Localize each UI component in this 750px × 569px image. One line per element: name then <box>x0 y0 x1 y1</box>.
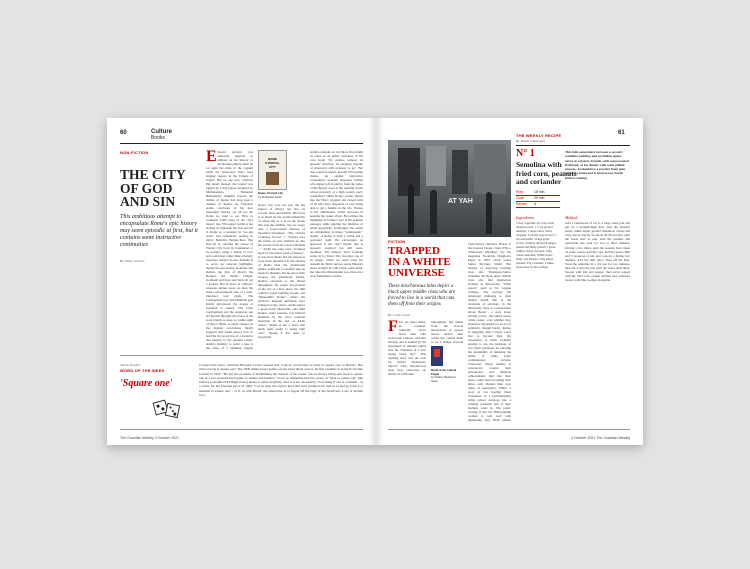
shop-sign: AT YAH <box>448 198 473 205</box>
section-divider <box>120 355 363 356</box>
right-page <box>375 118 643 445</box>
book-cover <box>258 150 287 190</box>
dice-illustration <box>154 398 180 418</box>
cover-text: ROME <box>268 157 277 161</box>
body-column-2 <box>258 203 305 350</box>
body-text: dward Gibbon was famously inspired to embark on his history of the Roman empire when he sat amid the ruins of the Capitol while the barefooted friars were singing vespers in the Temple of Jupiter. But no one now confirms this detail. Instead, the Capitol was topped by a tidy piazza designed by Michelangelo, Nathaniel Bethlehem's daughter reports, the temple of Jupiter had long been a Temple of Jupiter. As Professor Addis concludes in his new panoramic history, we all see the Rome we want to see. How to condense 3,000 years of the city's history into 700 pages? Addis is not lacking in chutzpah. He first arrived in Rome as a teenager in "too-big jeans" and remembers quoting in italics Bernini's Baldacchino. But here he is, charting the course of Eternal City from its foundation to its present, using a labour of love and conviction rather than scholarly expertise. <box>206 150 253 262</box>
shop-front <box>474 144 506 194</box>
title-line: fried corn, peanuts <box>516 168 577 178</box>
section-subtitle: Books <box>151 135 165 141</box>
fiction-column-1 <box>388 320 426 423</box>
recipe-section-label: THE WEEKLY RECIPE <box>516 133 562 138</box>
article-kicker: NON-FICTION <box>120 150 149 155</box>
magazine-spread <box>107 118 643 445</box>
recipe-timings <box>516 190 560 208</box>
left-page <box>107 118 375 445</box>
cover-text: CITY <box>269 165 276 169</box>
fiction-book-caption <box>431 369 463 383</box>
book-author: by Ferdinand Addis <box>258 195 282 199</box>
method-label: Method <box>565 215 578 220</box>
article-standfirst: This ambitious attempt to encapsulate Rome's epic history may seem episodic at first, but it contains some instructive continuities <box>120 214 198 248</box>
wotw-body: Conservative party chairman Brandon Lewis tweeted that "Labour would take us back to square one on Brexit". But what exactly is square one? The OED thinks board games are the most likely source. Its first example is in the Economic Journal in 1952: "He has the problem of maintaining the interest of the reader who is always being sent back to square one in a sort of intellectual game of snakes and ladders." So let us remember that the owner of "back to square one" (the Oxford economist EM Hugh-Jones) meant it rather playfully. And it is not necessarily a bad thing if one is confused - as a writer for the Listener put it in 1965: "Let us drop the logical knot that twin studies have tied us in and go back to a moment to square one" - or if, as with Brexit, the alternative is to topple off the edge of the board into a sea of molten lava. <box>199 363 363 398</box>
ingredients-label: Ingredients <box>516 215 535 220</box>
street-photo <box>388 140 511 237</box>
headline-line: IN A WHITE <box>388 256 451 268</box>
title-line: and coriander <box>516 177 562 186</box>
prep-value: 15 min <box>534 190 545 194</box>
header-rule <box>120 143 363 144</box>
serves-label: Serves <box>516 202 527 206</box>
cover-text: ETERNAL <box>265 161 280 165</box>
fiction-headline <box>388 246 451 279</box>
wotw-caption: Steven Poole's <box>120 363 141 367</box>
drop-cap: F <box>388 320 398 335</box>
fiction-standfirst: These mischievous tales depict a black upper middle class who are forced to live in a world that cuts them off from their origins <box>388 284 456 307</box>
recipe-rule <box>516 145 630 146</box>
body-text: aleave rise over not just the big figures of history but also its crowds, mass and detritus. His focus is as much on the sordid underbelly of urban life as it is on the Rome that cuts the sublime. We are swept onto a food-scented delivery of intestinal metaphors. "The cisterns of history flowed ...", "history bore the fumes of tales bubbled up like the sewers from the Cloaca Maxima ..." Addis has long been "tromped upon by the moral scrub of history". It was never likely that the emperors were more interested in the citizens of Rome than the gladiatorial games. Addis has a colourful take on Seneca's musings, but he never fully escapes the guidebook format. <box>258 203 305 279</box>
wotw-title: 'Square one' <box>120 378 173 389</box>
shop-window <box>426 146 446 186</box>
book-title: Rome: Eternal City <box>258 191 284 195</box>
figure-silhouette <box>408 184 414 234</box>
body-column-3 <box>310 150 363 350</box>
section-title: Culture <box>151 129 172 135</box>
body-text: irst we meet Riley, an eventual, culturally savvy black man who wears blue contacts, bleaches his hair, and is studied by the enjoyment of summer nights near the "mistakes of a self-hating black boy". This opening story sets the tone for Rafael Thompson-Spires's witty, mischievous short story collection, set mostly in California. <box>388 320 426 376</box>
body-text: Addis's remarks on Liz Inlaw Wex might be taken as an unfair caricature of his own book: "It's endless cameos, its episodic structure, its sparking pageant of characters with nowhere to go". But that would be unfair. Around 700 reading frames up against instructive continuities: sexually rapacious women who slipped off in public, from the ladies of the Borgia court to the aspiring starlet whose notoriety at a high society party scandalised 1960s Rome; bodies hurled into the Tiber; crippled and violent cults of all who have despaired of ever being able to get a handle on the city. <box>310 150 363 210</box>
headline-line: OF GOD <box>120 180 173 196</box>
fiction-byline: By Colin Grant <box>388 313 410 317</box>
page-footer: The Guardian Weekly 3 October 2021 <box>120 436 179 440</box>
cook-label: Cook <box>516 196 525 200</box>
page-number: 60 <box>120 130 127 136</box>
figure-silhouette <box>486 192 492 234</box>
cover-illustration <box>266 172 279 185</box>
fiction-kicker: FICTION <box>388 239 406 244</box>
figure-silhouette <box>430 190 437 234</box>
dice-icon <box>165 403 180 418</box>
prep-label: Prep <box>516 190 524 194</box>
book-caption <box>258 191 288 199</box>
drop-cap: E <box>206 150 217 165</box>
body-text: 19th-century churches: Heads of the Colored People, from Wills a Whitewash (Bradley) for the magazine Frederick Douglass's Paper in 1853, black writer James McCune Smith. <box>468 242 511 266</box>
body-text: Addis's loosest formula is to serve up selected highlights, mostly the spectacular. Romulus and Remus, the Ides of March, the Borgias, the Sistine Chapel, Garibaldi and Liszt and Verdi all get a look-in. But in place of Gibbon's sonorous urbane prose we have the brisk conversational tone of a well-informed tour guide. The Carthaginian war with Hannibal gets briefly introduced; the plague of Justinian is rushed. The Little Carthaginian and the Augustan age are hurried through, the moral of his story plainly to keep us within sight of Nero's fiddle. A sturdy chapter on the Roman revolutions finally suggests that Addis knows how to hold his fire in service of a narrative that matters to the modern reader. <box>206 258 253 342</box>
recipe-byline: By Yotam Ottolenghi <box>516 139 546 143</box>
headline-line: AND SIN <box>120 194 176 209</box>
cover-illustration <box>434 349 440 357</box>
wotw-label: WORD OF THE WEEK <box>120 368 165 373</box>
article-headline <box>120 168 186 209</box>
article-byline: By Emily Gowers <box>120 259 145 263</box>
method-text: Add a tablespoon of oil to a large sauté pan and put on a medium-high heat. Add the mustard seeds, cumin seeds, ground cinnamon, cloves and curry leaves and fry for about 30-60 seconds, until the seeds start to pop. Add the peanuts and asafoetida and cook for two to three minutes, stirring a few times, until the peanuts have taken on some colour. Add the corn, half the green chilli and ½ teaspoon of salt, and cook for a further two minutes. Add the lime juice. Turn off the heat. Toast the semolina in a dry pan for two minutes, then stir it into the pan with the water until thick. Season with salt and pepper, then serve topped with the fried corn, peanut mixture and coriander leaves, with lime wedges alongside. <box>565 221 630 283</box>
body-text: Addis's inability to resist a joke is the cause of a rambling tangent <box>206 342 253 350</box>
footer-rule <box>120 429 363 430</box>
page-footer: 3 October 2021 The Guardian Weekly <box>571 436 630 440</box>
body-text: Characters whose identity is constructed around their educational and financial achievements find that their peers, rather than becoming their allies, only sharpen their own sense of superiority. While, a story of two feuding black classmates in a predominantly white school develops into a cunning academic spat as their mothers wade in. The point-scoring of the two PhD-foaming women is told well with thundering fury. Both remain <box>468 362 511 422</box>
headline-line: THE CITY <box>120 167 186 182</box>
recipe-number: N° 1 <box>516 148 535 159</box>
body-text: Throughout, she drains from the flawed interactions of people whose shared skin colour has caused them to be a bridge towards <box>431 320 463 344</box>
footer-rule <box>388 429 630 430</box>
shop-window <box>452 150 468 194</box>
headline-line: UNIVERSE <box>388 267 445 279</box>
body-text: Rome's elevation is the thread throughout: the pagan descriptions of the city as a holy place, the 16th century's papal building booms, and "Mussolini's Rome", where the dictator's imperial ambitions were stamped on the streets. Addis enjoys a good irony: Mussolini, who built Rome's wider avenues, was himself humbled by the city's resistant labyrinth. In the end, as Addis writes, "Rome is not a place that lends itself easily to being built over", though it has done so repeatedly. <box>258 279 305 339</box>
serves-value: 4 <box>534 202 536 206</box>
fiction-column-2 <box>431 320 463 344</box>
spine-shadow <box>369 118 383 445</box>
page-number: 61 <box>618 130 625 136</box>
ingredients-list: 5 tbsp vegetable oil; 2 tsp black mustard seeds; 1 ½ tsp ground turmeric; 1 large onion, finely chopped; 12 fresh curry leaves; ½ tsp asafoetida; 3 large garlic cloves, crushed; 40g fresh ginger, peeled and finely grated; 2 green chillies, finely chopped; 120g coarse semolina; 700ml water; 500g corn kernels; 150g salted peanuts; 25g coriander; 2 limes, zested and cut into wedges <box>516 221 557 269</box>
headline-line: TRAPPED <box>388 245 440 257</box>
cook-value: 20 min <box>534 196 545 200</box>
body-column-1 <box>206 150 253 350</box>
book-title: Heads of the Colored People <box>431 369 457 376</box>
body-text: Thanks to his enthusiasm, Addis succeeds in keeping his reader afloat. He relishes the highlights of former's past in his populist passages while guiding the fidelities of urban geography. Sometimes, the asides are stimulating; at times, "palimpsestic" quality of Rome is both a cliché and a profound truth. He encourages an approach to the city's mythic that is properly sceptical but still open-mouthed. The famous Trevi fountain scene in La Dolce Vita becomes one of its magic, where we learn what lay beneath the film's surface. Anita Ekberg's shoot straight in with Fendi camp-fiend, but Marcello Mastroianni was allowed to wear fisherman's waders. <box>310 206 363 278</box>
section-label <box>151 129 172 141</box>
body-text: But instead of depicting working class life, Thompson-Spires examines the black upper middle class who find themselves isolated in historically "white spaces" such as Ivy League colleges. She portrays the emotional challenge to their mental health that is the downside of privilege. <box>468 262 511 306</box>
fiction-column-3 <box>468 242 511 423</box>
body-text: In the hilariously meta A Conversation About Bread - a story about writing a story - the author teases white reader, over whether they should be applauded for an act of solidarity, though hardly daring, in engaging with a black world that is beyond their life experience. <box>468 302 511 342</box>
title-line: Semolina with <box>516 160 562 169</box>
fiction-book-cover <box>431 346 443 366</box>
book-author: by Nafissa Thompson-Spires <box>431 376 457 383</box>
recipe-intro: This falls somewhere between a savoury semolina pudding and an Indian upma. Serve as a hearty brunch, with some toasted flatbread, or for dinner with some grilled prawns. Asafoetida is a powder from gum resin of a plant and is used across South Indian cooking. <box>565 150 629 180</box>
body-text: A white woman's attempt to use the language of two black graduates for entering the desirability of imitating the habits of white folk's commonplace accents. <box>468 338 511 362</box>
